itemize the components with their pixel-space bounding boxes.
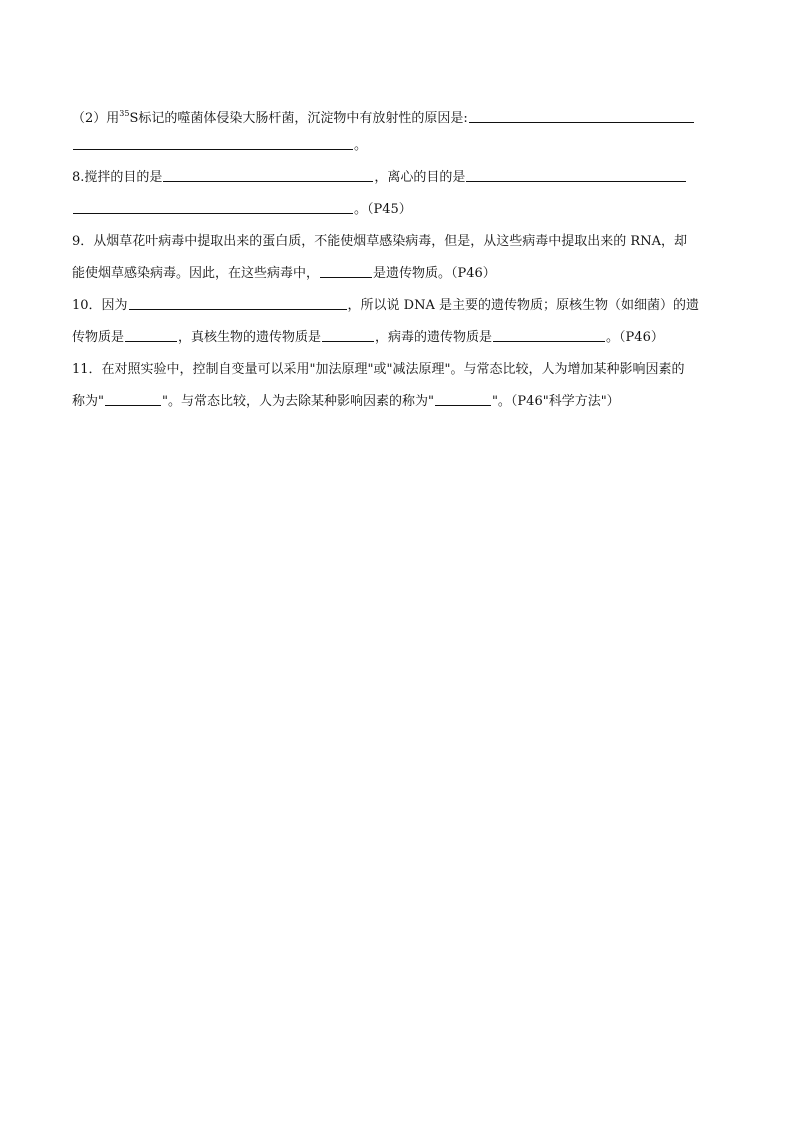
q9-line-2 <box>72 258 724 290</box>
q7-2-line-1 <box>72 98 724 130</box>
q7-2-end: 。 <box>354 138 368 153</box>
q10-line-1 <box>72 290 724 322</box>
q11-line-1 <box>72 354 724 386</box>
q8-text-b: ，离心的目的是 <box>374 170 466 185</box>
q11-text-2c: "。（P46"科学方法"） <box>491 394 620 409</box>
answer-blank[interactable] <box>163 181 373 182</box>
q10-text-2b: ，真核生物的遗传物质是 <box>178 330 322 345</box>
q10-text-a: 10．因为 <box>72 298 128 313</box>
answer-blank[interactable] <box>322 341 374 342</box>
q9-text-1: 9．从烟草花叶病毒中提取出来的蛋白质，不能使烟草感染病毒，但是，从这些病毒中提取出来的 RNA，却 <box>72 234 687 249</box>
answer-blank[interactable] <box>320 277 372 278</box>
q7-2-prefix: （2）用 <box>72 111 120 126</box>
q10-text-2c: ，病毒的遗传物质是 <box>375 330 493 345</box>
answer-blank[interactable] <box>129 309 347 310</box>
q10-text-2d: 。（P46） <box>606 330 664 345</box>
q11-text-1: 11．在对照实验中，控制自变量可以采用"加法原理"或"减法原理"。与常态比较，人为增加某种影响因素的 <box>72 362 685 377</box>
answer-blank[interactable] <box>435 405 491 406</box>
q11-text-2a: 称为" <box>72 394 104 409</box>
q7-2-line-2 <box>72 130 724 162</box>
q10-text-b: ，所以说 DNA 是主要的遗传物质；原核生物（如细菌）的遗 <box>347 298 699 313</box>
q10-text-2a: 传物质是 <box>72 330 125 345</box>
q9-line-1 <box>72 226 724 258</box>
answer-blank[interactable] <box>493 341 605 342</box>
answer-blank[interactable] <box>125 341 177 342</box>
answer-blank[interactable] <box>469 122 694 123</box>
q8-end: 。（P45） <box>354 202 412 217</box>
answer-blank[interactable] <box>73 149 353 150</box>
q8-text-a: 8.搅拌的目的是 <box>72 170 163 185</box>
answer-blank[interactable] <box>466 181 686 182</box>
q11-text-2b: "。与常态比较，人为去除某种影响因素的称为" <box>161 394 434 409</box>
q7-2-superscript: 35 <box>119 109 130 118</box>
answer-blank[interactable] <box>73 213 353 214</box>
q9-text-2a: 能使烟草感染病毒。因此，在这些病毒中， <box>72 266 320 281</box>
worksheet-content <box>72 98 724 418</box>
q11-line-2 <box>72 386 724 418</box>
q8-line-1 <box>72 162 724 194</box>
q7-2-text: S标记的噬菌体侵染大肠杆菌，沉淀物中有放射性的原因是: <box>129 111 468 126</box>
q8-line-2 <box>72 194 724 226</box>
q10-line-2 <box>72 322 724 354</box>
q9-text-2b: 是遗传物质。（P46） <box>373 266 496 281</box>
answer-blank[interactable] <box>105 405 161 406</box>
